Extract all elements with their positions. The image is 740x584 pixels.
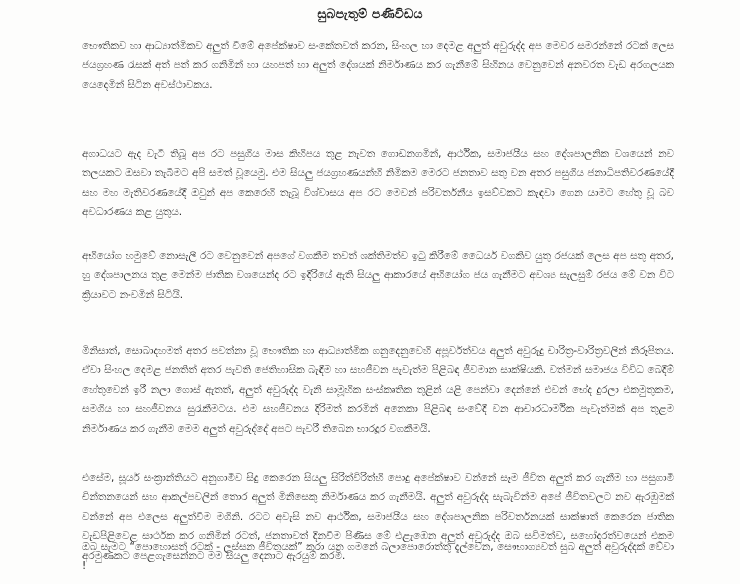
paragraph-5: එසේම, සූර්ය සංක්‍රාන්තියට අනුගාමීව සිදු කෙරෙන සියලු සිරිත්විරිත්හි පොදු අපේක්ෂාව වන්නේ සෑම ජීවිත අලුත් කර ගැනීම හා පසුගාමී චින්තනයෙන් සහ ආකල්පවලින් තොර අලුත් මිනිසෙකු නිර්මාණය කර ගැනීමයි. අලුත් අවුරුද්ද සැබැවින්ම අපේ ජීවිතවලට නව ඇරඹුමක් වන්නේ අප එලෙස අලුත්වීම මගිනි. රටට අවැසි නව ආර්ථික, සමාජයීය සහ දේශපාලනික පරිවර්තනයක් සාක්ෂාත් කෙරෙන ජාතික වැඩපිළිවෙළ සාර්ථක කර ගනිමින් රටත්, ජනතාවත් දිනවීම පිණිස මේ එළැඹෙන අලුත් අවුරුද්ද ඔබ සවිමත්ව, සහෝදරත්වයෙන් එකම අරමුණකට පෙළගැසෙන්නට මම සියලු දෙනාට ඇරයුම් කරමි. (82, 472, 674, 562)
paragraph-1: භෞතිකව හා ආධ්‍යාත්මිකව අලුත් වීමේ අපේක්ෂාව සංකේතවත් කරන, සිංහල හා දෙමළ අලුත් අවුරුද්ද අප මෙවර සමරන්නේ රටක් ලෙස ජයග්‍රහණ රැසක් අත් පත් කර ගනිමින් හා යහපත් හා අලුත් දේශයක් නිර්මාණය කර ගැනීමේ සිහිනය වෙනුවෙන් අනවරත වැඩ අරගලයක යෙදෙමින් සිටින අවස්ථාවකය. (82, 40, 674, 91)
paragraph-3: අභියෝග හමුවේ නොසැලී රට වෙනුවෙන් අපගේ වගකීම තවත් ශක්තිමත්ව ඉටු කිරීමේ ධෛර්ය වගකිව යුතු රජයක් ලෙස අප සතු අතර, හු දේශපාලනය තුළ මෙන්ම ජාතික වශයෙන්ද රට ඉදිරියේ ඇති සියලු ආකාරයේ අභියෝග ජය ගැනීමට අවශ්‍ය සැලසුම් රජය මේ වන විට ක්‍රියාවට නංවමින් සිටියි. (82, 250, 674, 301)
paragraph-2: අගාධයට ඇද වැටී තිබූ අප රට පසුගිය මාස කිහිපය තුළ නැවත ගොඩනගමින්, ආර්ථික, සමාජයීය සහ දේශපාලනික වශයෙන් නව තලයකට ඔසවා තැබීමට අපි සමත් වූයෙමු. එම සියලු ජයග්‍රහණයන්හි නිමිකම මෙරට ජනතාව සතු වන අතර පසුගිය ජනාධිපතිවරණයේදී සහ මහ මැතිවරණයේදී ඔවුන් අප කෙරෙහි තැබූ විශ්වාසය අප රට මෙවන් පරිවර්තනීය ඉසව්වකට කැඳවා ගෙන යාමට හේතු වූ බව අවධාරණය කළ යුතුය. (82, 148, 674, 219)
document-title: සුබපැතුම් පණිවිඩය (317, 6, 423, 21)
paragraph-4: මිනිසාත්, සොබාදහමත් අතර පවත්නා වූ භෞතික හා ආධ්‍යාත්මික ගනුදෙනුවෙහි අපූර්වත්වය අලුත් අවුරුදු චාරිත්‍ර-වාරිත්‍රවලින් නිරූපිතය. ඒවා සිංහල දෙමළ ජනතිත් අතර පැවති ජෙතිහාසික බැඳීම හා සහජීවන පැවැත්ම පිළිබඳ ජීවමාන සාක්ෂියකි. වත්මන් සමාජය විවිධ බෙදීම් හේතුවෙන් ඉරී නලා ගොස් ඇතත්, අලුත් අවුරුද්ද වැනි සාමූහික සංස්කෘතික තුළින් යළි පෙන්වා දෙන්නේ එවන් භේද දුරලා එකමුතුකම, සමගිය හා සහජීවනය සුරැකීමටය. එම සහජීවනය දිරිමත් කරමින් අනෙකා පිළිබඳ සංවේදී වන ආචාරධාර්මික පැවැත්මක් අප තුළම නිර්මාණය කර ගැනීම මෙම අලුත් අවුරුද්දේ අපට පැවරී තිබෙන භාරදූර වගකීමයි. (82, 345, 674, 435)
paragraph-6: ඔබ සැමට “පොහොසත් රටක් - ලස්සන ජීවිතයක්” කරා යන ගමනේ බලාපොරොත්තු දැල්වෙන, සෞභාග්‍යවත් සුබ අලුත් අවුරුද්දක් වේවා ! (82, 541, 674, 573)
